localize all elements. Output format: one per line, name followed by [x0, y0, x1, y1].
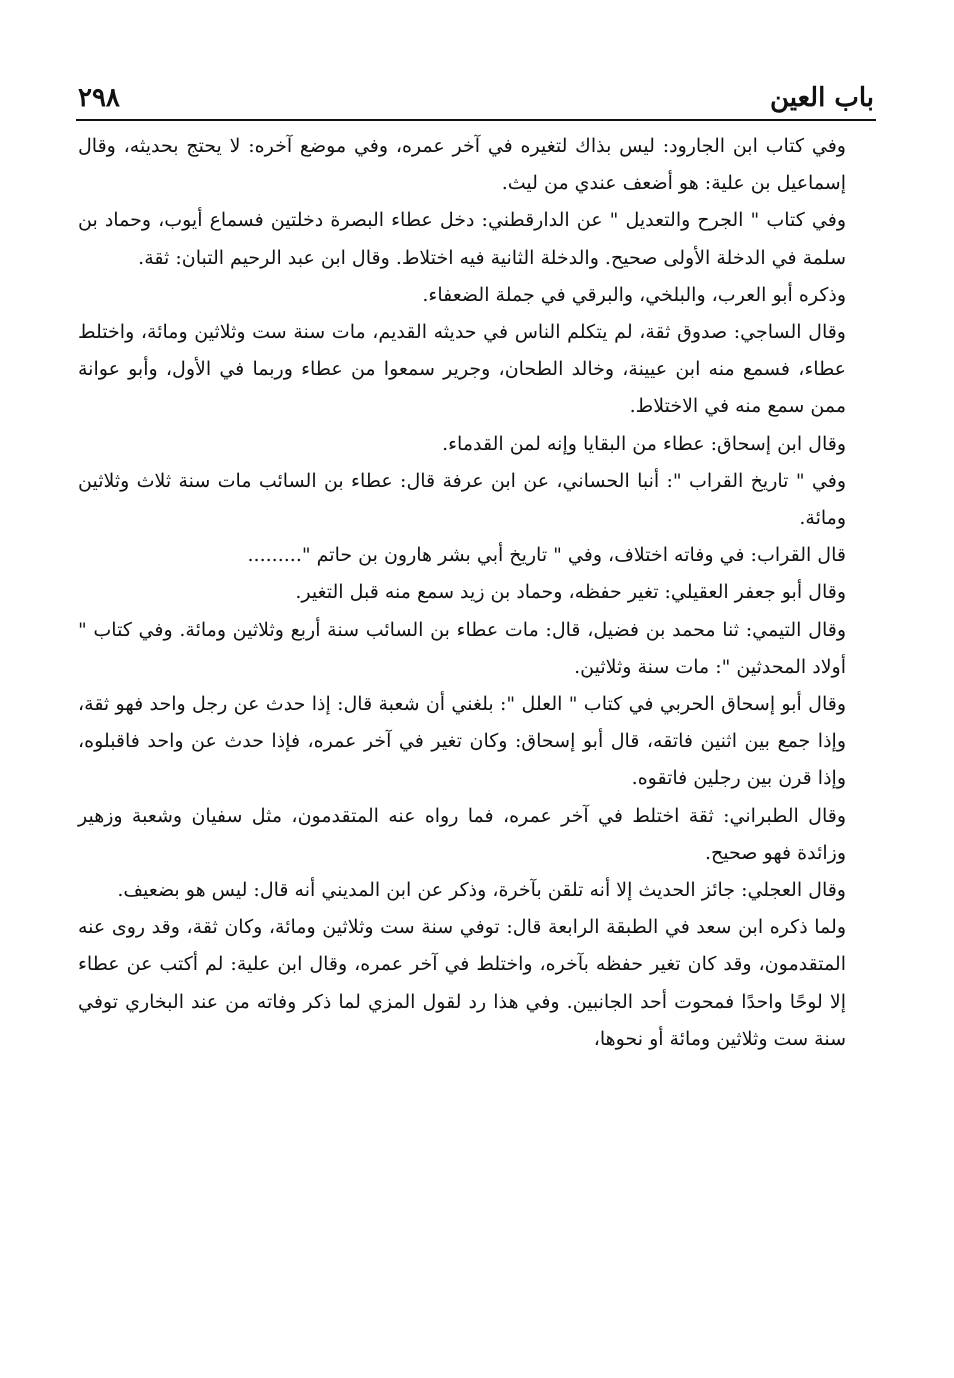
paragraph: وقال ابن إسحاق: عطاء من البقايا وإنه لمن القدماء. — [442, 432, 846, 455]
page-header — [78, 76, 874, 116]
paragraph: وذكره أبو العرب، والبلخي، والبرقي في جملة الضعفاء. — [422, 283, 846, 306]
paragraph: قال القراب: في وفاته اختلاف، وفي " تاريخ أبي بشر هارون بن حاتم "......... — [247, 544, 846, 567]
paragraph: وفي كتاب ابن الجارود: ليس بذاك لتغيره في آخر عمره، وفي موضع آخره: لا يحتج بحديثه، وقال إسماعيل بن علية: هو أضعف عندي من ليث. — [78, 135, 846, 195]
paragraph: وقال العجلي: جائز الحديث إلا أنه تلقن بآخرة، وذكر عن ابن المديني أنه قال: ليس هو بضعيف. — [117, 879, 846, 902]
paragraph: ولما ذكره ابن سعد في الطبقة الرابعة قال: توفي سنة ست وثلاثين ومائة، وكان ثقة، وقد روى عنه المتقدمون، وقد كان تغير حفظه بآخره، واختلط في آخر عمره، وقال ابن علية: لم أكتب عن عطاء إلا لوحًا واحدًا فمحوت أحد الجانبين. وفي هذا رد لقول المزي لما ذكر وفاته من عند البخاري توفي سنة ست وثلاثين ومائة أو نحوها، — [78, 916, 846, 1050]
paragraph: وقال الساجي: صدوق ثقة، لم يتكلم الناس في حديثه القديم، مات سنة ست وثلاثين ومائة، واختلط عطاء، فسمع منه ابن عيينة، وخالد الطحان، وجرير سمعوا من عطاء وربما في الأول، وأبو عوانة ممن سمع منه في الاختلاط. — [78, 321, 846, 418]
running-title: باب العين — [769, 83, 874, 113]
paragraph: وقال أبو إسحاق الحربي في كتاب " العلل ": بلغني أن شعبة قال: إذا حدث عن رجل واحد فهو ثقة، وإذا جمع بين اثنين فاتقه، قال أبو إسحاق: وكان تغير في آخر عمره، فإذا حدث عن واحد فاقبلوه، وإذا قرن بين رجلين فاتقوه. — [78, 693, 846, 790]
paragraph: وفي كتاب " الجرح والتعديل " عن الدارقطني: دخل عطاء البصرة دخلتين فسماع أيوب، وحماد بن سلمة في الدخلة الأولى صحيح. والدخلة الثانية فيه اختلاط. وقال ابن عبد الرحيم التبان: ثقة. — [78, 209, 846, 269]
paragraph: وقال أبو جعفر العقيلي: تغير حفظه، وحماد بن زيد سمع منه قبل التغير. — [295, 581, 846, 604]
body-text — [78, 128, 846, 1058]
page-number: ٢٩٨ — [78, 83, 120, 113]
header-rule — [76, 119, 876, 121]
paragraph: وقال الطبراني: ثقة اختلط في آخر عمره، فما رواه عنه المتقدمون، مثل سفيان وشعبة وزهير وزائدة فهو صحيح. — [78, 804, 846, 864]
paragraph: وقال التيمي: ثنا محمد بن فضيل، قال: مات عطاء بن السائب سنة أربع وثلاثين ومائة. وفي كتاب " أولاد المحدثين ": مات سنة وثلاثين. — [78, 618, 846, 678]
paragraph: وفي " تاريخ القراب ": أنبا الحساني، عن ابن عرفة قال: عطاء بن السائب مات سنة ثلاث وثلاثين ومائة. — [78, 469, 846, 530]
